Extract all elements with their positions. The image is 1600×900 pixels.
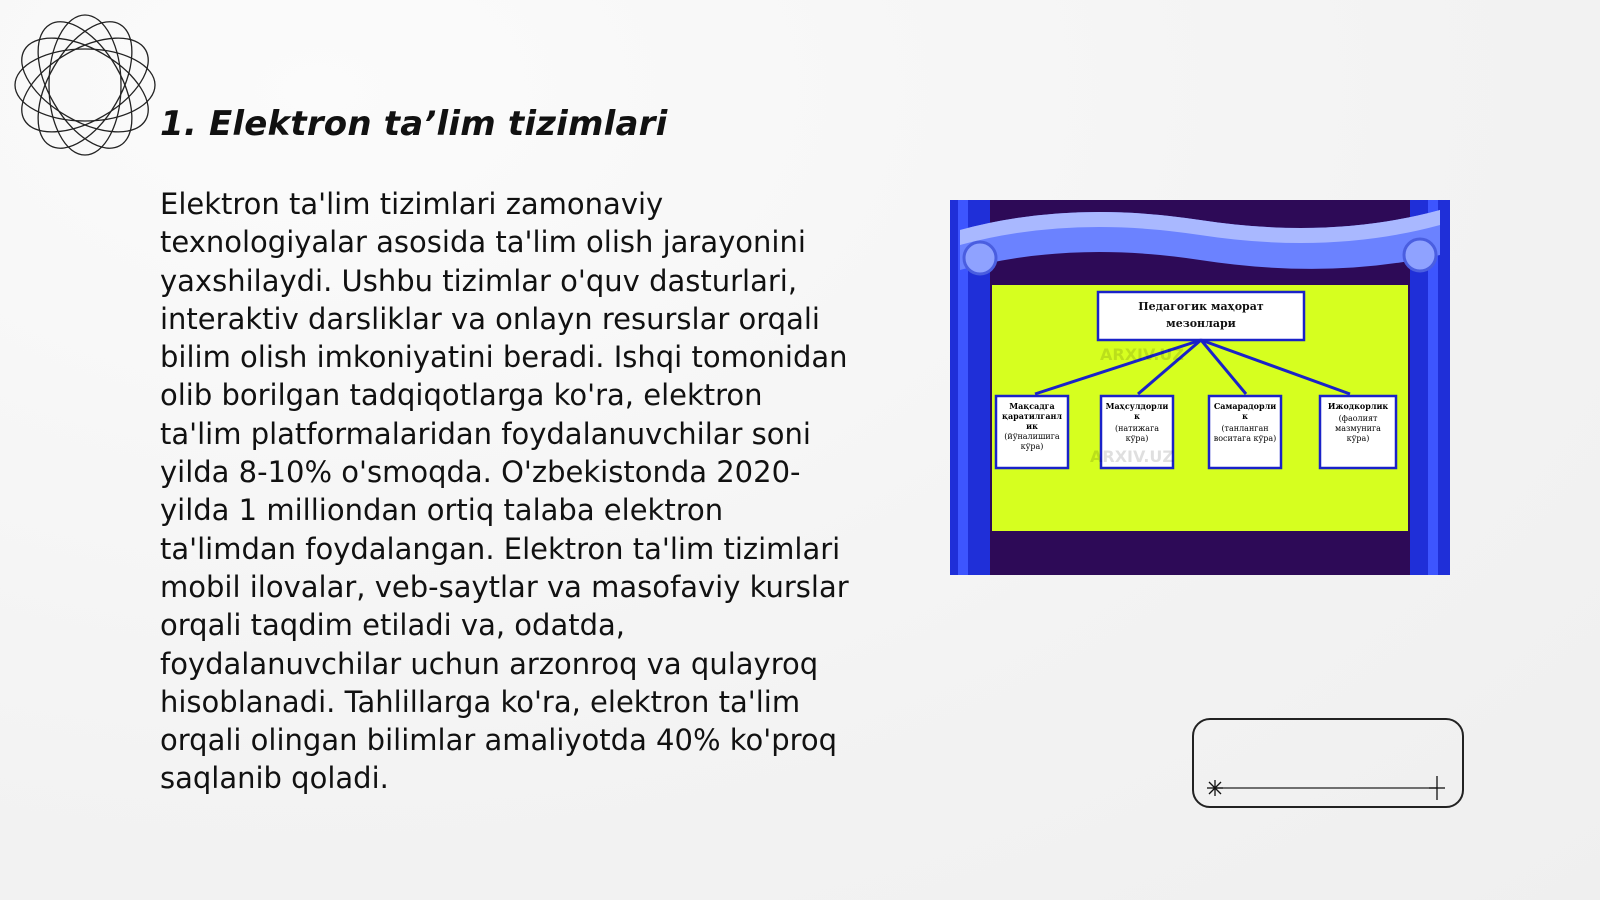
svg-text:ик: ик (1026, 421, 1038, 431)
criteria-diagram-image (950, 200, 1450, 575)
svg-text:қаратилганл: қаратилганл (1001, 411, 1063, 421)
svg-text:к: к (1242, 411, 1248, 421)
svg-text:(натижага: (натижага (1114, 424, 1160, 433)
root-label-line1: Педагогик маҳорат (1138, 300, 1264, 313)
svg-text:к: к (1134, 411, 1140, 421)
svg-text:Ижодкорлик: Ижодкорлик (1327, 401, 1389, 411)
decorative-line (1205, 776, 1450, 800)
watermark-2: ARXIV.UZ (1090, 447, 1174, 466)
svg-text:Маҳсулдорли: Маҳсулдорли (1105, 401, 1169, 411)
slide-body-text: Elektron ta'lim tizimlari zamonaviy texnologiyalar asosida ta'lim olish jarayonini yaxshilaydi. Ushbu tizimlar o'quv dasturlari, interaktiv darsliklar va onlayn resurslar orqali bilim olish imkoniyatini beradi. Ishqi tomonidan olib borilgan tadqiqotlarga ko'ra, elektron ta'lim platformalaridan foydalanuvchilar soni yilda 8-10% o'smoqda. O'zbekistonda 2020-yilda 1 milliondan ortiq talaba elektron ta'limdan foydalangan. Elektron ta'lim tizimlari mobil ilovalar, veb-saytlar va masofaviy kurslar orqali taqdim etiladi va, odatda, foydalanuvchilar uchun arzonroq va qulayroq hisoblanadi. Tahlillarga ko'ra, elektron ta'lim orqali olingan bilimlar amaliyotda 40% ko'proq saqlanib qoladi. (160, 187, 849, 796)
root-label-line2: мезонлари (1166, 317, 1236, 330)
criteria-box-3 (1209, 396, 1281, 468)
svg-text:Самарадорли: Самарадорли (1213, 401, 1277, 411)
svg-text:(танланган: (танланган (1221, 424, 1269, 433)
svg-text:(йўналишига: (йўналишига (1004, 432, 1060, 441)
criteria-box-1 (996, 396, 1068, 468)
orbit-rings-icon (10, 10, 160, 160)
watermark-1: ARXIV.UZ (1100, 345, 1184, 364)
cross-star-icon (1429, 776, 1445, 800)
criteria-box-4 (1320, 396, 1396, 468)
svg-text:воситага кўра): воситага кўра) (1213, 434, 1277, 443)
svg-text:кўра): кўра) (1125, 434, 1149, 443)
slide-title: 1. Elektron ta’lim tizimlari (160, 104, 668, 144)
sparkle-icon (1207, 780, 1223, 796)
svg-text:мазмунига: мазмунига (1335, 424, 1381, 433)
svg-text:Мақсадга: Мақсадга (1009, 401, 1055, 411)
svg-text:(фаолият: (фаолият (1338, 414, 1378, 423)
svg-text:кўра): кўра) (1020, 442, 1044, 451)
svg-text:кўра): кўра) (1346, 434, 1370, 443)
